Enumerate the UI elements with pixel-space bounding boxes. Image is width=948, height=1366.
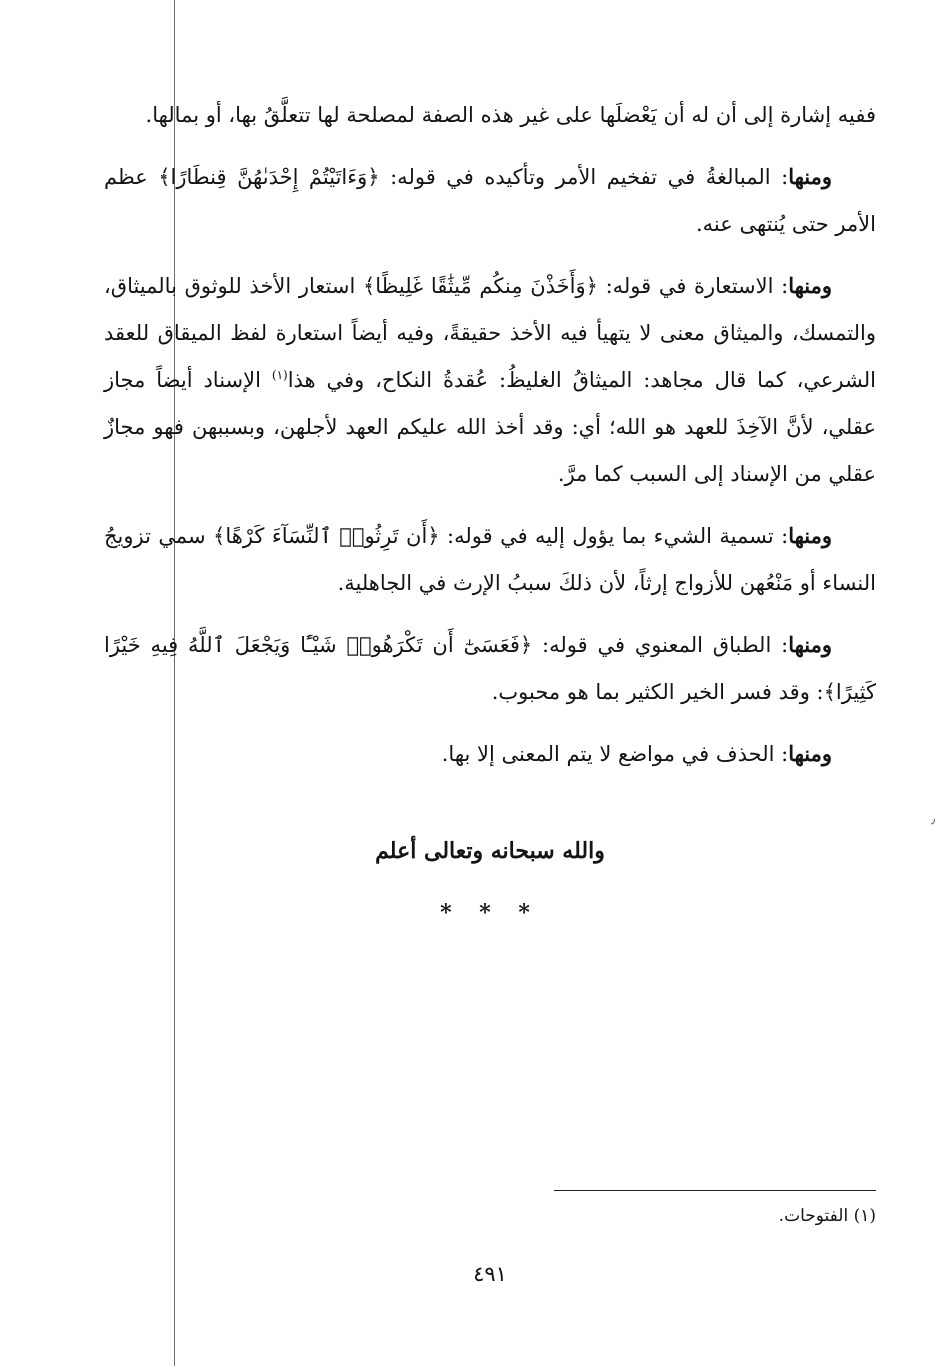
paragraph-text-continued: الإسناد أيضاً مجاز عقلي، لأنَّ الآخِذَ للعهد هو الله؛ أي: وقد أخذ الله عليكم العهد لأجلهن، وبسببهن فهو مجازٌ عقلي من الإسناد إلى السبب كما مرَّ. [104, 368, 876, 486]
paragraph-text: ففيه إشارة إلى أن له أن يَعْضلَها على غير هذه الصفة لمصلحة لها تتعلَّقُ بها، أو بمالها. [145, 103, 876, 127]
paragraph-1 [104, 92, 876, 139]
paragraph-5 [104, 621, 876, 716]
page-body [104, 92, 876, 792]
paragraph-lead: ومنها [788, 632, 832, 657]
footnote-reference: (١) [271, 368, 288, 382]
paragraph-text: : الاستعارة في قوله: ﴿وَأَخَذْنَ مِنكُم مِّيثَٰقًا غَلِيظًا﴾ استعار الأخذ للوثوق بالميثاق، والتمسك، والميثاق معنى لا يتهيأ فيه الأخذ حقيقةً، وفيه أيضاً استعارة لفظ الميقاق للعقد الشرعي، كما قال مجاهد: الميثاقُ الغليظُ: عُقدةُ النكاح، وفي هذا [104, 274, 876, 392]
page-number: ٤٩١ [473, 1262, 507, 1286]
paragraph-lead: ومنها [788, 523, 832, 548]
paragraph-2 [104, 153, 876, 248]
margin-mark: ٫ [931, 812, 936, 827]
section-separator: * * * [440, 900, 540, 926]
paragraph-lead: ومنها [788, 741, 832, 766]
paragraph-text: : المبالغةُ في تفخيم الأمر وتأكيده في قوله: ﴿وَءَاتَيْتُمْ إِحْدَىٰهُنَّ قِنطَارًا﴾ عظم الأمر حتى يُنتهى عنه. [104, 165, 876, 236]
paragraph-text: : الحذف في مواضع لا يتم المعنى إلا بها. [441, 742, 789, 766]
paragraph-3 [104, 262, 876, 498]
paragraph-lead: ومنها [788, 273, 832, 298]
paragraph-text: : تسمية الشيء بما يؤول إليه في قوله: ﴿أَن تَرِثُوا۟ ٱلنِّسَآءَ كَرْهًا﴾ سمي تزويجُ النساء أو مَنْعُهن للأزواج إرثاً، لأن ذلكَ سببُ الإرث في الجاهلية. [104, 524, 876, 595]
paragraph-text: : الطباق المعنوي في قوله: ﴿فَعَسَىٰٓ أَن تَكْرَهُوا۟ شَيْـًٔا وَيَجْعَلَ ٱللَّهُ فِيهِ خَيْرًا كَثِيرًا﴾: وقد فسر الخير الكثير بما هو محبوب. [104, 633, 876, 704]
footnote-rule [554, 1190, 876, 1191]
closing-formula: والله سبحانه وتعالى أعلم [375, 838, 605, 864]
paragraph-lead: ومنها [788, 164, 832, 189]
paragraph-4 [104, 512, 876, 607]
footnote-text: (١) الفتوحات. [778, 1206, 876, 1226]
paragraph-6 [104, 730, 876, 778]
